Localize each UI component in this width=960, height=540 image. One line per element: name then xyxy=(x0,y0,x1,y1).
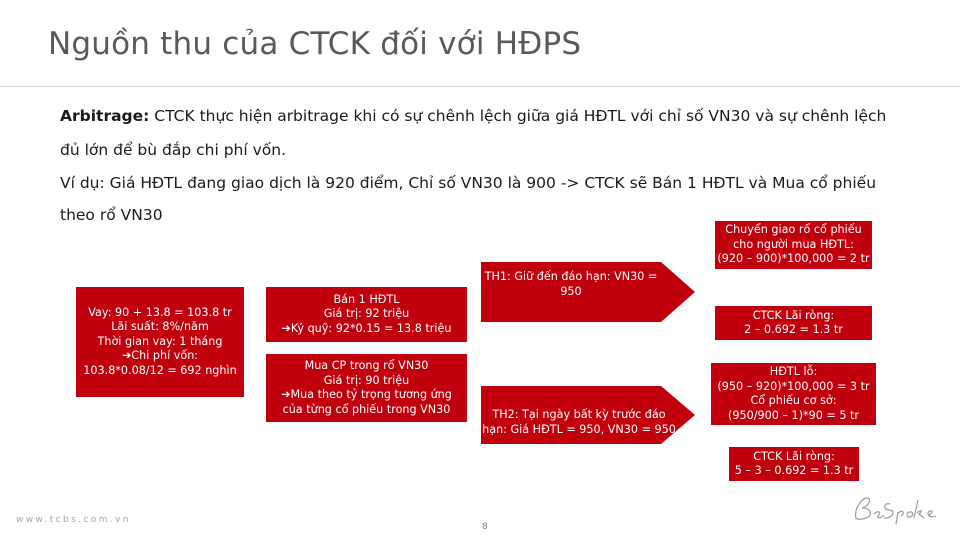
loan-cost-box xyxy=(76,287,244,397)
example-paragraph-line-2: theo rổ VN30 xyxy=(60,206,163,224)
title-divider xyxy=(0,86,960,87)
futures-line: HĐTL lỗ: xyxy=(769,365,818,378)
sell-line: Bán 1 HĐTL xyxy=(333,292,400,306)
net-profit-case-1-box xyxy=(715,306,872,340)
profit2-line: 5 – 3 – 0.692 = 1.3 tr xyxy=(734,464,854,477)
case-1-text xyxy=(481,270,661,299)
sell-futures-box xyxy=(266,287,467,342)
bespoke-logo-icon xyxy=(846,488,946,528)
case-1-arrow xyxy=(481,262,695,322)
buy-line: Mua CP trong rổ VN30 xyxy=(304,359,429,372)
arbitrage-paragraph-line-2: đủ lớn để bù đắp chi phí vốn. xyxy=(60,141,287,159)
case-2-arrow xyxy=(481,386,695,444)
slide-title: Nguồn thu của CTCK đối với HĐPS xyxy=(48,26,582,62)
example-paragraph-line-1: Ví dụ: Giá HĐTL đang giao dịch là 920 điểm, Chỉ số VN30 là 900 -> CTCK sẽ Bán 1 HĐTL và Mua cổ phiếu xyxy=(60,174,877,192)
futures-line: (950 – 920)*100,000 = 3 tr xyxy=(717,379,870,393)
futures-loss-box xyxy=(711,363,876,425)
arbitrage-text-1: CTCK thực hiện arbitrage khi có sự chênh lệch giữa giá HĐTL với chỉ số VN30 và sự chênh lệch xyxy=(149,107,887,125)
delivery-line: (920 – 900)*100,000 = 2 tr xyxy=(717,252,870,266)
case-2-line: TH2: Tại ngày bất kỳ trước đáo xyxy=(492,408,666,421)
page-number: 8 xyxy=(482,522,488,532)
sell-line: Giá trị: 92 triệu xyxy=(323,307,410,321)
buy-basket-box xyxy=(266,354,467,422)
case-2-text xyxy=(481,408,677,437)
loan-line: Vay: 90 + 13.8 = 103.8 tr xyxy=(88,305,232,319)
delivery-line: Chuyển giao rổ cổ phiếu xyxy=(725,223,862,237)
case-1-line: 950 xyxy=(560,284,582,298)
loan-line: Thời gian vay: 1 tháng xyxy=(97,334,223,348)
delivery-line: cho người mua HĐTL: xyxy=(733,237,854,251)
case-1-line: TH1: Giữ đến đáo hạn: VN30 = xyxy=(484,270,658,283)
futures-line: (950/900 – 1)*90 = 5 tr xyxy=(727,408,859,422)
footer-website: www.tcbs.com.vn xyxy=(16,515,131,525)
loan-line: ➔Chi phí vốn: xyxy=(121,349,199,363)
loan-line: 103.8*0.08/12 = 692 nghìn xyxy=(83,363,237,377)
loan-line: Lãi suất: 8%/năm xyxy=(111,320,209,334)
arbitrage-label: Arbitrage: xyxy=(60,107,150,125)
buy-line: ➔Mua theo tỷ trọng tương ứng xyxy=(281,388,452,401)
buy-line: của từng cổ phiếu trong VN30 xyxy=(282,402,451,416)
arbitrage-paragraph-line-1 xyxy=(60,107,886,125)
net-profit-case-2-box xyxy=(729,447,859,481)
profit1-line: CTCK Lãi ròng: xyxy=(752,308,835,322)
futures-line: Cổ phiếu cơ sở: xyxy=(750,394,837,407)
buy-line: Giá trị: 90 triệu xyxy=(323,373,410,387)
sell-line: ➔Ký quỹ: 92*0.15 = 13.8 triệu xyxy=(281,321,452,335)
profit1-line: 2 – 0.692 = 1.3 tr xyxy=(744,323,843,336)
case-2-line: hạn: Giá HĐTL = 950, VN30 = 950 xyxy=(482,422,676,436)
basket-delivery-box xyxy=(715,221,872,269)
bespoke-logo xyxy=(846,488,946,528)
profit2-line: CTCK Lãi ròng: xyxy=(753,449,835,463)
